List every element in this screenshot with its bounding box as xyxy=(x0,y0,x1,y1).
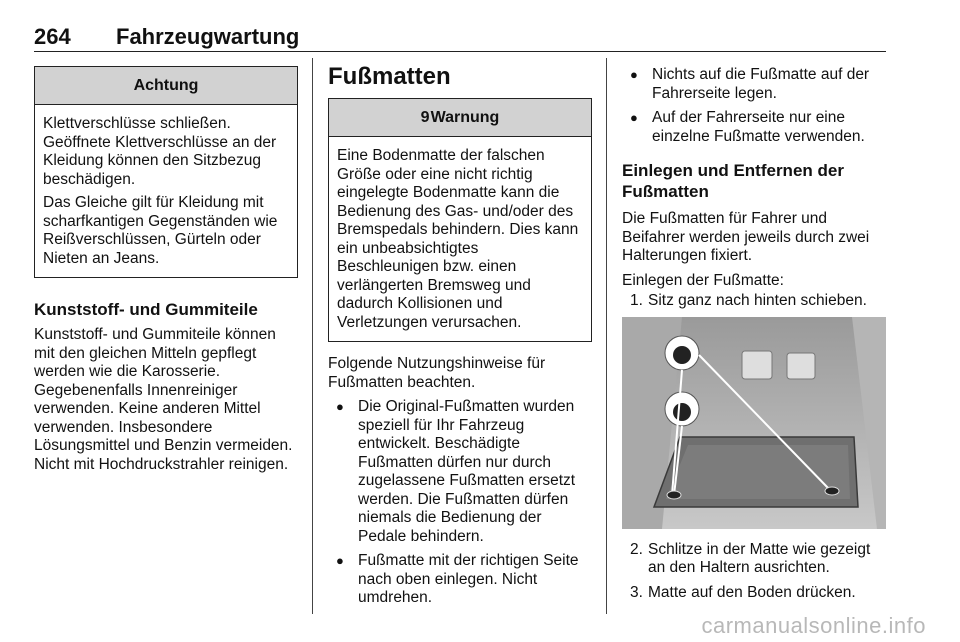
steps-intro: Einlegen der Fußmatte: xyxy=(622,271,784,289)
column-1 xyxy=(34,66,298,474)
caution-box xyxy=(34,66,298,278)
page-header xyxy=(34,22,886,52)
intro-text: Folgende Nutzungshinweise für Fußmatten beachten. xyxy=(328,355,546,391)
column-2 xyxy=(328,64,592,608)
warning-icon: 9 xyxy=(420,109,430,126)
subheading: Einlegen und Entfernen der Fußmatten xyxy=(622,161,844,201)
watermark: carmanualsonline.info xyxy=(701,613,926,638)
caution-title: Achtung xyxy=(35,67,297,105)
caution-text: Klettverschlüsse schließen. Geöffnete Klettverschlüsse an der Kleidung können den Sitzbezug beschädigen. xyxy=(43,115,277,188)
column-divider xyxy=(312,58,313,614)
section-heading: Kunststoff- und Gummiteile xyxy=(34,300,258,319)
list-item: ● Fußmatte mit der richtigen Seite nach oben einlegen. Nicht umdrehen. xyxy=(328,552,592,608)
step-item: 3. Matte auf den Boden drücken. xyxy=(630,583,856,601)
paragraph: Die Fußmatten für Fahrer und Beifahrer werden jeweils durch zwei Halterungen fixiert. xyxy=(622,210,870,264)
warning-text: Eine Bodenmatte der falschen Größe oder eine nicht richtig eingelegte Bodenmatte kann die Bedienung des Gas- und/oder des Bremspedals behindern. Dies kann ein unbeabsichtigtes Beschleunigen bzw. einen verlängerten Bremsweg und dadurch Kollisionen und Verletzungen verursachen. xyxy=(337,147,579,331)
step-item: 2. Schlitze in der Matte wie gezeigt an den Haltern ausrichten. xyxy=(630,540,871,576)
warning-box xyxy=(328,98,592,342)
warning-title: Warnung xyxy=(430,109,500,126)
caution-text: Das Gleiche gilt für Kleidung mit scharfkantigen Gegenständen wie Reißverschlüssen, Gürteln oder Nieten an Jeans. xyxy=(43,194,278,267)
list-item: ● Auf der Fahrerseite nur eine einzelne Fußmatte verwenden. xyxy=(622,109,888,146)
page-number: 264 xyxy=(34,24,71,49)
list-item: ● Die Original-Fußmatten wurden speziell für Ihr Fahrzeug entwickelt. Beschädigte Fußmatten dürfen nur durch zugelassene Fußmatten ersetzt werden. Die Fußmatten dürfen niemals die Bedienung der Pedale behindern. xyxy=(328,398,592,546)
column-divider xyxy=(606,58,607,614)
chapter-title: Fahrzeugwartung xyxy=(116,24,300,49)
section-text: Kunststoff- und Gummiteile können mit den gleichen Mitteln gepflegt werden wie die Karosserie. Gegebenenfalls Innenreiniger verwenden. Keine anderen Mittel verwenden. Insbesondere Lösungsmittel und Benzin vermeiden. Nicht mit Hochdruckstrahler reinigen. xyxy=(34,326,293,473)
floor-mat-illustration xyxy=(622,317,886,529)
list-item: ● Nichts auf die Fußmatte auf der Fahrerseite legen. xyxy=(622,66,888,103)
step-item: 1. Sitz ganz nach hinten schieben. xyxy=(630,292,867,309)
column-3 xyxy=(622,60,888,602)
section-title: Fußmatten xyxy=(328,63,451,90)
warning-header xyxy=(329,99,591,137)
